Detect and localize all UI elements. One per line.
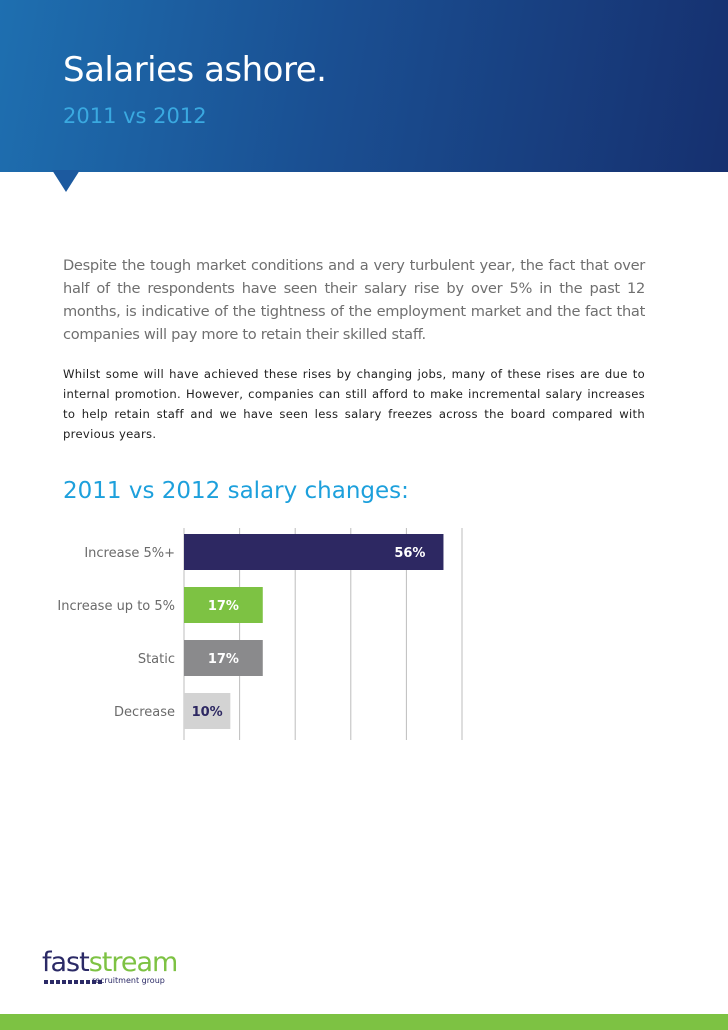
page-title: Salaries ashore.	[63, 50, 327, 90]
salary-changes-chart	[0, 520, 728, 750]
logo-wordmark	[42, 948, 177, 978]
logo-word-stream: stream	[88, 947, 178, 978]
detail-paragraph: Whilst some will have achieved these rises by changing jobs, many of these rises are due to internal promotion. However, companies can still afford to make incremental salary increases to help retain staff and we have seen less salary freezes across the board compared with previous years.	[63, 367, 645, 441]
footer-bar	[0, 1014, 728, 1030]
category-label: Static	[137, 652, 175, 667]
header-notch	[52, 170, 80, 192]
category-label: Increase up to 5%	[57, 599, 175, 614]
value-label: 17%	[207, 652, 239, 667]
logo-word-fast: fast	[42, 947, 89, 978]
category-label: Decrease	[114, 705, 175, 720]
intro-paragraph: Despite the tough market conditions and a very turbulent year, the fact that over half of the respondents have seen their salary rise by over 5% in the past 12 months, is indicative of the tightness of the employment market and the fact that companies will pay more to retain their skilled staff.	[63, 257, 645, 343]
faststream-logo	[42, 948, 222, 992]
category-label: Increase 5%+	[84, 546, 175, 561]
value-label: 56%	[394, 546, 426, 561]
page-subtitle: 2011 vs 2012	[63, 104, 207, 128]
value-label: 10%	[191, 705, 223, 720]
header-banner	[0, 0, 728, 172]
logo-tagline: recruitment group	[92, 976, 165, 985]
chart-title: 2011 vs 2012 salary changes:	[63, 478, 409, 504]
value-label: 17%	[207, 599, 239, 614]
